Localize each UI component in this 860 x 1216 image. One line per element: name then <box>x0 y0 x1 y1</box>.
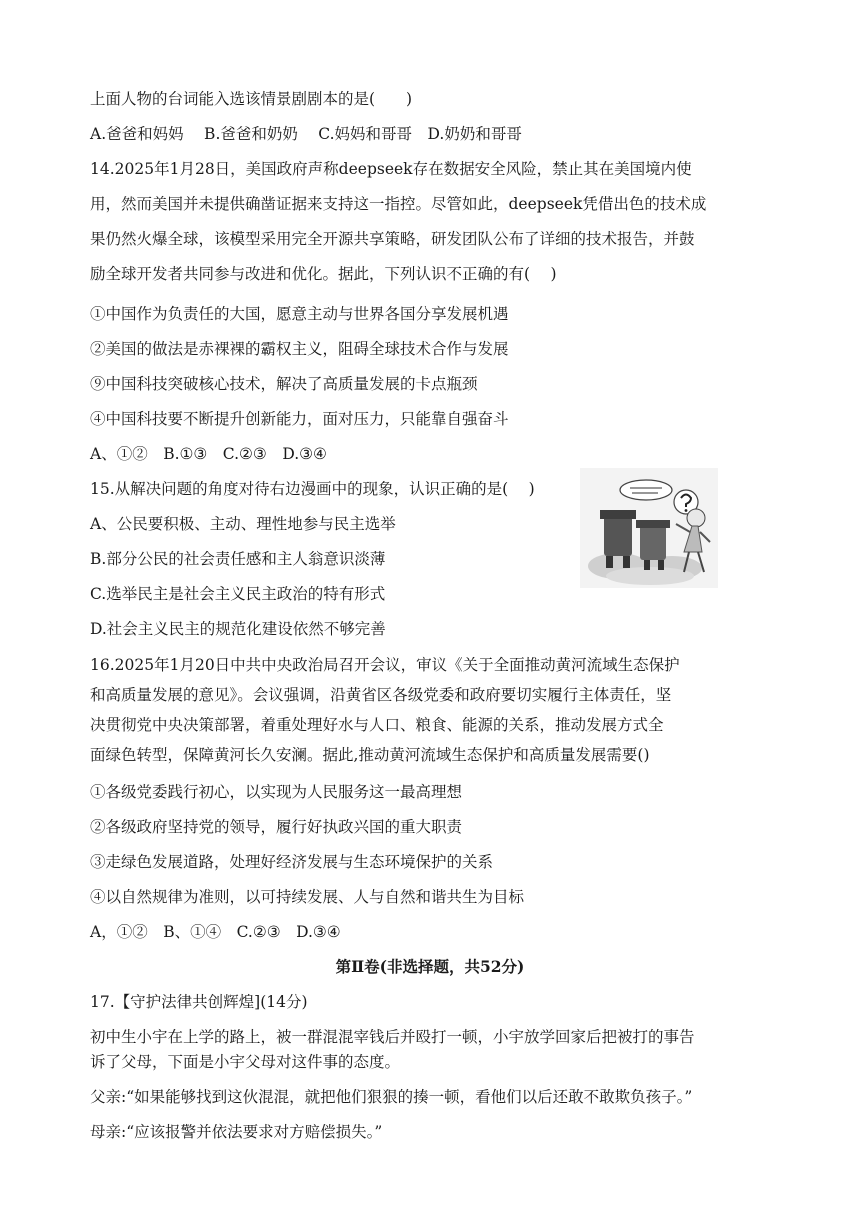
q16-stem-line-3: 决贯彻党中央决策部署，着重处理好水与人口、粮食、能源的关系，推动发展方式全 <box>90 716 664 734</box>
q17-title: 17.【守护法律共创辉煌](14分) <box>90 993 308 1011</box>
q16-stem-line-4: 面绿色转型，保障黄河长久安澜。据此,推动黄河流域生态保护和高质量发展需要() <box>90 746 650 764</box>
q14-stem-line-2: 用，然而美国并未提供确凿证据来支持这一指控。尽管如此，deepseek凭借出色的技术成 <box>90 195 707 213</box>
q17-line-1: 初中生小宇在上学的路上，被一群混混宰钱后并殴打一顿，小宇放学回家后把被打的事告 <box>90 1028 695 1046</box>
q15-option-c: C.选举民主是社会主义民主政治的特有形式 <box>90 585 386 603</box>
q14-stem-line-4: 励全球开发者共同参与改进和优化。据此，下列认识不正确的有( ) <box>90 265 557 283</box>
q17-father-quote: 父亲:“如果能够找到这伙混混，就把他们狠狠的揍一顿，看他们以后还敢不敢欺负孩子。” <box>90 1088 693 1106</box>
q16-item-3: ③走绿色发展道路，处理好经济发展与生态环境保护的关系 <box>90 853 494 871</box>
q16-stem-line-1: 16.2025年1月20日中共中央政治局召开会议，审议《关于全面推动黄河流域生态保护 <box>90 656 680 674</box>
q13-stem-end: 上面人物的台词能入选该情景剧剧本的是( ) <box>90 90 413 108</box>
q15-option-d: D.社会主义民主的规范化建设依然不够完善 <box>90 620 386 638</box>
q16-item-2: ②各级政府坚持党的领导，履行好执政兴国的重大职责 <box>90 818 463 836</box>
q16-item-4: ④以自然规律为准则，以可持续发展、人与自然和谐共生为目标 <box>90 888 525 906</box>
q14-item-2: ②美国的做法是赤裸裸的霸权主义，阻碍全球技术合作与发展 <box>90 340 509 358</box>
q14-stem-line-3: 果仍然火爆全球，该模型采用完全开源共享策略，研发团队公布了详细的技术报告，并鼓 <box>90 230 695 248</box>
q14-item-3: ⑨中国科技突破核心技术，解决了高质量发展的卡点瓶颈 <box>90 375 478 393</box>
q14-item-4: ④中国科技要不断提升创新能力，面对压力，只能靠自强奋斗 <box>90 410 509 428</box>
q15-option-b: B.部分公民的社会责任感和主人翁意识淡薄 <box>90 550 386 568</box>
q14-item-1: ①中国作为负责任的大国，愿意主动与世界各国分享发展机遇 <box>90 305 509 323</box>
q16-options: A，①② B、①④ C.②③ D.③④ <box>90 923 341 941</box>
q14-stem-line-1: 14.2025年1月28日，美国政府声称deepseek存在数据安全风险，禁止其在美国境内使 <box>90 160 692 178</box>
q15-option-a: A、公民要积极、主动、理性地参与民主选举 <box>90 515 396 533</box>
q17-mother-quote: 母亲:“应该报警并依法要求对方赔偿损失。” <box>90 1123 383 1141</box>
section-2-title: 第Ⅱ卷(非选择题，共52分) <box>335 957 525 976</box>
q13-options: A.爸爸和妈妈 B.爸爸和奶奶 C.妈妈和哥哥 D.奶奶和哥哥 <box>90 125 522 143</box>
q16-stem-line-2: 和高质量发展的意见》。会议强调，沿黄省区各级党委和政府要切实履行主体责任，坚 <box>90 686 672 704</box>
q17-line-2: 诉了父母，下面是小宇父母对这件事的态度。 <box>90 1053 401 1071</box>
q15-stem: 15.从解决问题的角度对待右边漫画中的现象，认识正确的是( ) <box>90 480 535 498</box>
q16-item-1: ①各级党委践行初心，以实现为人民服务这一最高理想 <box>90 783 463 801</box>
q14-options: A、①② B.①③ C.②③ D.③④ <box>90 445 327 463</box>
voting-cartoon-image <box>580 468 718 588</box>
